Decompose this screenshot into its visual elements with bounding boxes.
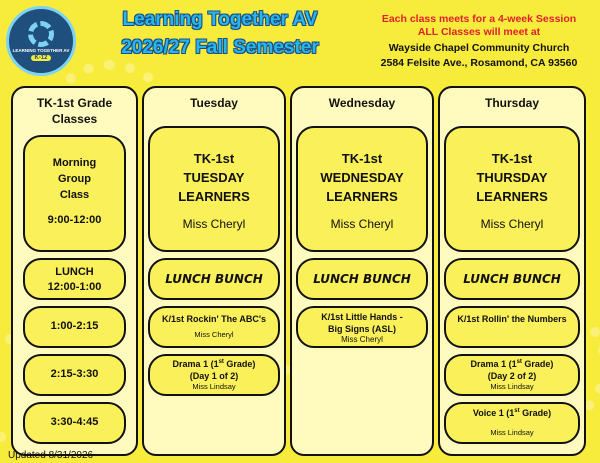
location-name: Wayside Chapel Community Church bbox=[388, 42, 570, 54]
updated-date: Updated 8/31/2026 bbox=[8, 450, 94, 461]
logo-badge: K-12 bbox=[31, 55, 50, 61]
class-cell: Drama 1 (1st Grade) (Day 1 of 2) Miss Lindsay bbox=[148, 354, 280, 396]
lunch-bunch-cell: LUNCH BUNCH bbox=[296, 258, 428, 300]
class-cell: Voice 1 (1st Grade) Miss Lindsay bbox=[444, 402, 580, 444]
gear-icon bbox=[28, 21, 54, 47]
lunch-time-cell: LUNCH 12:00-1:00 bbox=[23, 258, 126, 300]
location-note: ALL Classes will meet at bbox=[417, 26, 541, 38]
class-cell: Drama 1 (1st Grade) (Day 2 of 2) Miss Lindsay bbox=[444, 354, 580, 396]
time-slot-cell: 3:30-4:45 bbox=[23, 402, 126, 444]
times-column bbox=[11, 86, 138, 456]
session-note: Each class meets for a 4-week Session bbox=[381, 13, 577, 25]
day-column-thursday bbox=[438, 86, 586, 456]
page-title: Learning Together AV bbox=[122, 9, 318, 30]
class-cell: K/1st Rollin' the Numbers bbox=[444, 306, 580, 348]
lunch-bunch-cell: LUNCH BUNCH bbox=[148, 258, 280, 300]
times-column-heading: TK-1st Grade Classes bbox=[36, 96, 113, 127]
time-slot-cell: 1:00-2:15 bbox=[23, 306, 126, 348]
organization-logo bbox=[6, 6, 76, 76]
main-class-cell: TK-1st TUESDAY LEARNERS Miss Cheryl bbox=[148, 126, 280, 252]
main-class-cell: TK-1st WEDNESDAY LEARNERS Miss Cheryl bbox=[296, 126, 428, 252]
logo-text: LEARNING TOGETHER AV bbox=[12, 47, 70, 53]
day-column-tuesday bbox=[142, 86, 286, 456]
day-column-wednesday bbox=[290, 86, 434, 456]
time-slot-cell: 2:15-3:30 bbox=[23, 354, 126, 396]
lunch-bunch-cell: LUNCH BUNCH bbox=[444, 258, 580, 300]
day-column-heading: Tuesday bbox=[190, 96, 238, 110]
class-cell: K/1st Little Hands - Big Signs (ASL) Miss Cheryl bbox=[296, 306, 428, 348]
page-subtitle: 2026/27 Fall Semester bbox=[121, 37, 319, 58]
class-cell: K/1st Rockin' The ABC's Miss Cheryl bbox=[148, 306, 280, 348]
morning-time-cell: Morning Group Class 9:00-12:00 bbox=[23, 135, 126, 252]
location-address: 2584 Felsite Ave., Rosamond, CA 93560 bbox=[380, 57, 578, 69]
main-class-cell: TK-1st THURSDAY LEARNERS Miss Cheryl bbox=[444, 126, 580, 252]
day-column-heading: Thursday bbox=[484, 96, 539, 110]
day-column-heading: Wednesday bbox=[328, 96, 396, 110]
